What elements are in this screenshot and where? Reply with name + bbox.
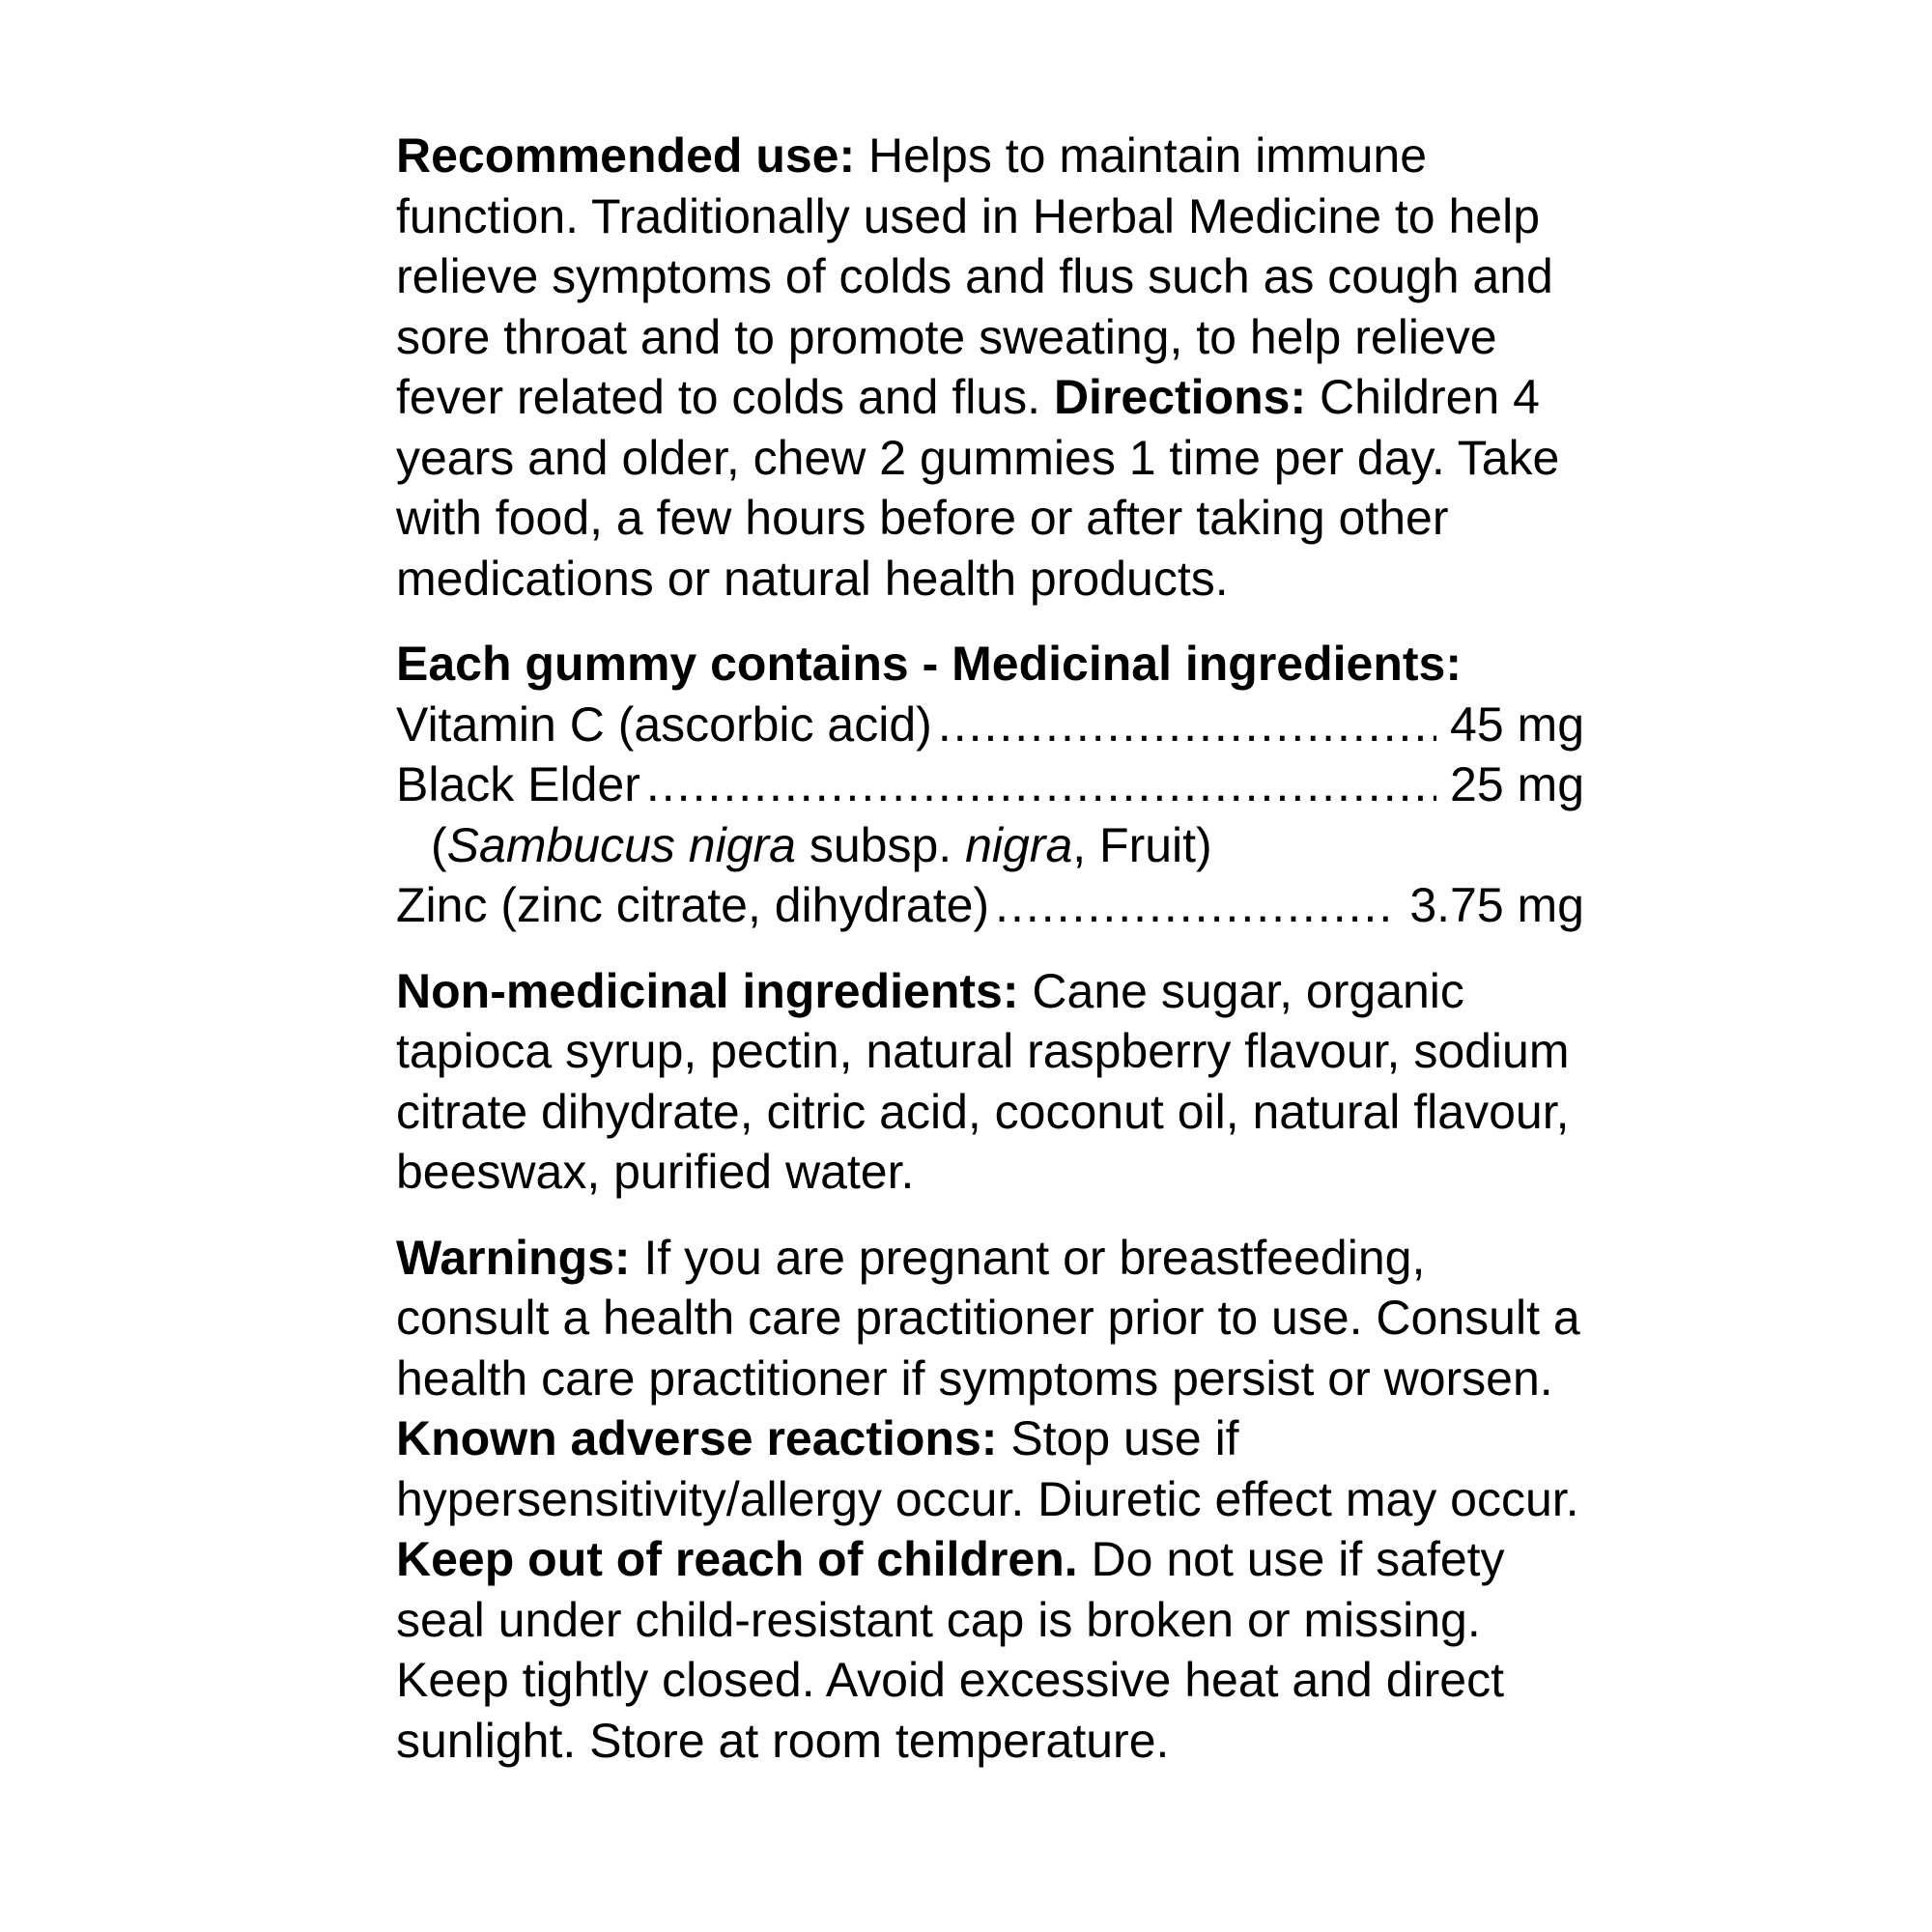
ingredient-amount: 25 mg: [1450, 757, 1584, 811]
dot-leader: [938, 695, 1436, 755]
dot-leader: [995, 875, 1396, 936]
storage-text: Do not use if safety seal under child-resistant cap is broken or missing. Keep tightly closed. Avoid excessive heat and direct sunlight. Store at room temperature.: [396, 1532, 1505, 1768]
source-subspecies: nigra: [965, 817, 1073, 872]
adverse-reactions-text: Stop use if hypersensitivity/allergy occur. Diuretic effect may occur.: [396, 1411, 1579, 1526]
product-label-text: [396, 126, 1584, 1796]
ingredient-name: Vitamin C (ascorbic acid): [396, 696, 932, 752]
medicinal-ingredients-section: [396, 634, 1584, 936]
recommended-use-text: Helps to maintain immune function. Traditionally used in Herbal Medicine to help relieve symptoms of colds and flus such as cough and sore throat and to promote sweating, to help relieve fever related to colds and flus.: [396, 128, 1553, 424]
warnings-paragraph: [396, 1228, 1584, 1772]
warnings-text: If you are pregnant or breastfeeding, consult a health care practitioner prior to use. Consult a health care practitioner if symptoms persist or worsen.: [396, 1230, 1580, 1406]
source-close: , Fruit): [1072, 817, 1212, 872]
source-open: (: [431, 817, 447, 872]
warnings-label: Warnings:: [396, 1230, 631, 1285]
ingredient-amount: 3.75 mg: [1409, 878, 1584, 932]
medicinal-ingredients-heading: Each gummy contains - Medicinal ingredients:: [396, 637, 1462, 691]
ingredient-amount: 45 mg: [1450, 696, 1584, 752]
adverse-reactions-label: Known adverse reactions:: [396, 1411, 998, 1465]
ingredient-name: Zinc (zinc citrate, dihydrate): [396, 878, 990, 932]
non-medicinal-label: Non-medicinal ingredients:: [396, 963, 1019, 1018]
ingredient-row-zinc: [396, 875, 1584, 936]
non-medicinal-paragraph: [396, 961, 1584, 1203]
non-medicinal-text: Cane sugar, organic tapioca syrup, pectin, natural raspberry flavour, sodium citrate dihydrate, citric acid, coconut oil, natural flavour, beeswax, purified water.: [396, 963, 1570, 1199]
keep-out-of-reach-label: Keep out of reach of children.: [396, 1532, 1078, 1586]
ingredient-row-black-elder: [396, 754, 1584, 815]
directions-text: Children 4 years and older, chew 2 gummies 1 time per day. Take with food, a few hours before or after taking other medications or natural health products.: [396, 370, 1560, 606]
source-species: Sambucus nigra: [446, 817, 796, 872]
ingredient-name: Black Elder: [396, 757, 640, 811]
recommended-use-label: Recommended use:: [396, 128, 856, 183]
directions-label: Directions:: [1053, 370, 1307, 424]
source-mid: subsp.: [795, 817, 966, 872]
recommended-use-paragraph: [396, 126, 1584, 609]
dot-leader: [646, 754, 1436, 815]
ingredient-row-vitamin-c: [396, 695, 1584, 755]
black-elder-source: [396, 815, 1584, 876]
